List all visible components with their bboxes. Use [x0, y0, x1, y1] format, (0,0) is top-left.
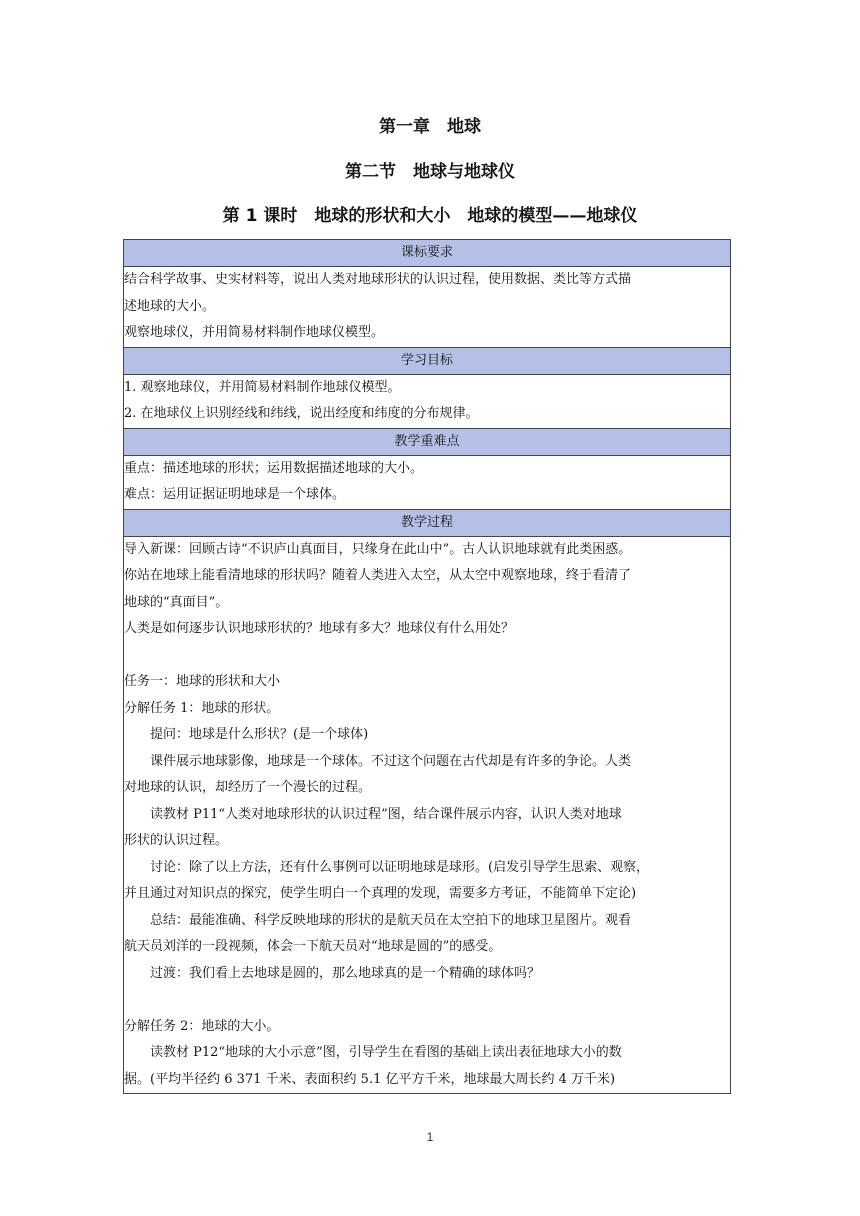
process-line: 导入新课：回顾古诗“不识庐山真面目，只缘身在此山中”。古人认识地球就有此类困惑。	[124, 541, 632, 557]
difficulty-line: 难点：运用证据证明地球是一个球体。	[124, 487, 346, 502]
process-header: 教学过程	[124, 509, 731, 536]
lesson-plan-table	[123, 239, 731, 1094]
process-line: 总结：最能准确、科学反映地球的形状的是航天员在太空拍下的地球卫星图片。观看	[150, 912, 632, 928]
standards-line: 观察地球仪，并用简易材料制作地球仪模型。	[124, 325, 385, 340]
key-points-body	[124, 455, 731, 509]
standards-body	[124, 267, 731, 348]
process-line: 讨论：除了以上方法，还有什么事例可以证明地球是球形。(启发引导学生思索、观察，	[150, 859, 650, 875]
key-points-header: 教学重难点	[124, 428, 731, 455]
objectives-body	[124, 374, 731, 428]
process-line: 读教材 P12“地球的大小示意”图，引导学生在看图的基础上读出表征地球大小的数	[150, 1045, 622, 1060]
process-line: 分解任务 2：地球的大小。	[124, 1018, 280, 1034]
lesson-title: 第 1 课时 地球的形状和大小 地球的模型——地球仪	[222, 206, 638, 226]
process-line: 你站在地球上能看清地球的形状吗？随着人类进入太空，从太空中观察地球，终于看清了	[124, 568, 632, 583]
key-point-line: 重点：描述地球的形状；运用数据描述地球的大小。	[124, 460, 424, 476]
process-body	[124, 536, 731, 1094]
process-line: 分解任务 1：地球的形状。	[124, 700, 280, 716]
process-line: 人类是如何逐步认识地球形状的？地球有多大？地球仪有什么用处？	[124, 621, 515, 636]
process-line: 过渡：我们看上去地球是圆的，那么地球真的是一个精确的球体吗？	[150, 965, 541, 981]
process-line: 据。(平均半径约 6 371 千米、表面积约 5.1 亿平方千米，地球最大周长约 4 万千米)	[124, 1071, 616, 1087]
process-line: 对地球的认识，却经历了一个漫长的过程。	[124, 780, 372, 795]
objective-item: 2. 在地球仪上识别经线和纬线，说出经度和纬度的分布规律。	[124, 406, 479, 421]
process-line: 读教材 P11“人类对地球形状的认识过程”图，结合课件展示内容，认识人类对地球	[150, 806, 622, 822]
process-line: 任务一：地球的形状和大小	[124, 674, 281, 689]
blank-line	[124, 643, 730, 670]
process-line: 并且通过对知识点的探究，使学生明白一个真理的发现，需要多方考证，不能简单下定论)	[124, 886, 637, 901]
process-line: 提问：地球是什么形状？(是一个球体)	[150, 727, 369, 742]
blank-line	[124, 987, 730, 1014]
chapter-title: 第一章 地球	[379, 117, 481, 137]
objectives-header: 学习目标	[124, 347, 731, 374]
process-line: 地球的“真面目”。	[124, 594, 229, 610]
standards-line: 述地球的大小。	[124, 298, 216, 314]
page-number: 1	[426, 1130, 434, 1144]
section-title: 第二节 地球与地球仪	[345, 162, 515, 182]
standards-header: 课标要求	[124, 240, 731, 267]
standards-line: 结合科学故事、史实材料等，说出人类对地球形状的认识过程，使用数据、类比等方式描	[124, 272, 632, 287]
objective-item: 1. 观察地球仪，并用简易材料制作地球仪模型。	[124, 379, 401, 395]
process-line: 课件展示地球影像，地球是一个球体。不过这个问题在古代却是有许多的争论。人类	[150, 753, 632, 769]
process-line: 形状的认识过程。	[124, 833, 229, 848]
process-line: 航天员刘洋的一段视频，体会一下航天员对“地球是圆的”的感受。	[124, 939, 502, 954]
